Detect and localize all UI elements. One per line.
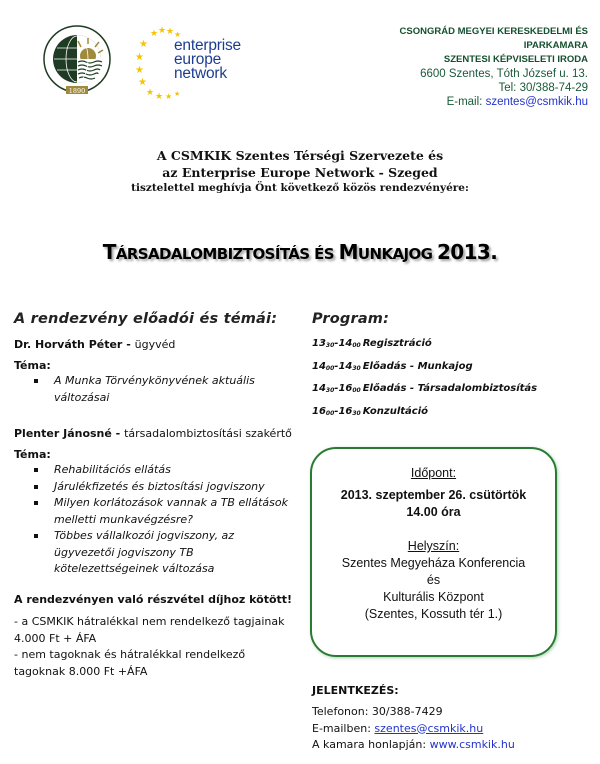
registration-heading: JELENTKEZÉS:: [312, 684, 399, 697]
time-label: Időpont:: [410, 466, 457, 480]
een-line3: network: [174, 65, 227, 82]
svg-text:★: ★: [166, 27, 175, 37]
place-line2: és: [426, 573, 441, 587]
speakers-section: [14, 311, 294, 680]
list-item: Járulékfizetés és biztosítási jogviszony: [24, 479, 294, 496]
minute: 00: [325, 409, 335, 417]
minute: 30: [352, 364, 361, 372]
een-line2: europe: [174, 51, 222, 68]
title-part: T: [102, 240, 116, 264]
title-part: ÁRSADALOMBIZTOSÍTÁS ÉS: [115, 245, 339, 263]
hour: 14: [312, 360, 326, 372]
fee-heading: A rendezvényen való részvétel díjhoz kötött!: [14, 592, 293, 606]
svg-text:★: ★: [146, 88, 155, 98]
intro-line2: az Enterprise Europe Network - Szeged: [162, 165, 438, 180]
een-logo-text: [174, 39, 241, 81]
svg-text:★: ★: [135, 52, 144, 63]
phone-number: 30/388-7429: [371, 705, 443, 718]
program-label: Regisztráció: [362, 338, 432, 349]
minute: 00: [352, 387, 361, 394]
intro-line1: A CSMKIK Szentes Térségi Szervezete és: [156, 148, 444, 163]
minute: 00: [325, 364, 335, 372]
program-item: $14_{00}-14_{30}$ Előadás - Munkajog: [312, 360, 473, 372]
fee-line-nonmembers: - nem tagoknak és hátralékkal rendelkező tagoknak 8.000 Ft +ÁFA: [14, 648, 246, 678]
place-line4: (Szentes, Kossuth tér 1.): [364, 607, 503, 621]
header-email-link[interactable]: szentes@csmkik.hu: [485, 96, 588, 108]
hour: 14: [338, 338, 353, 349]
een-line1: enterprise: [174, 37, 241, 54]
chamber-logo: [42, 22, 112, 100]
list-item: Többes vállalkozói jogviszony, az ügyvezetői jogviszony TB kötelezettségeinek változása: [24, 528, 294, 578]
minute: 30: [325, 387, 335, 394]
hour: 13: [312, 338, 326, 349]
hour: 16: [338, 383, 353, 394]
speaker-name: Dr. Horváth Péter: [14, 338, 123, 351]
org-name-line1: CSONGRÁD MEGYEI KERESKEDELMI ÉS: [399, 26, 588, 37]
speaker-2: [14, 426, 294, 442]
place-line3: Kulturális Központ: [383, 590, 484, 604]
program-heading: Program:: [312, 311, 390, 327]
minute: 00: [352, 342, 361, 349]
office-name: SZENTESI KÉPVISELETI IRODA: [443, 54, 588, 65]
svg-text:★: ★: [155, 92, 164, 100]
place-label: Helyszín:: [407, 539, 460, 553]
svg-text:★: ★: [135, 65, 144, 76]
svg-text:★: ★: [158, 26, 167, 36]
email-label: E-mail:: [446, 96, 486, 108]
minute: 30: [352, 409, 361, 417]
separator: -: [122, 338, 135, 351]
list-item: Rehabilitációs ellátás: [24, 462, 294, 479]
svg-text:★: ★: [138, 77, 147, 88]
svg-text:★: ★: [174, 30, 182, 39]
hour: 16: [312, 405, 326, 417]
program-item: $13_{30}-14_{00}$ Regisztráció: [312, 338, 432, 349]
registration-email: [312, 721, 515, 738]
enterprise-europe-network-logo: [132, 22, 241, 100]
event-time: 14.00 óra: [406, 505, 461, 519]
topic-list-1: [24, 373, 294, 406]
svg-text:★: ★: [174, 90, 181, 98]
title-part: UNKAJOG: [357, 245, 437, 263]
intro-line3: tisztelettel meghívja Önt következő közös rendezvényére:: [131, 182, 469, 194]
speaker-role: ügyvéd: [134, 338, 176, 351]
fee-line-members: - a CSMKIK hátralékkal nem rendelkező tagjainak 4.000 Ft + ÁFA: [14, 615, 285, 645]
topic-label: Téma:: [14, 359, 51, 372]
header-phone: Tel: 30/388-74-29: [498, 82, 588, 94]
event-details-box: [310, 447, 557, 657]
topic-list-2: [24, 462, 294, 578]
registration-phone: [312, 704, 515, 721]
phone-label: Telefonon:: [312, 705, 372, 718]
header-address: [400, 25, 588, 109]
separator: -: [111, 427, 125, 440]
speakers-heading: A rendezvény előadói és témái:: [14, 311, 278, 327]
svg-text:★: ★: [165, 92, 173, 100]
web-label: A kamara honlapján:: [312, 738, 430, 751]
program-label: Előadás - Társadalombiztosítás: [362, 383, 538, 394]
registration-email-link[interactable]: szentes@csmkik.hu: [374, 721, 484, 735]
svg-text:★: ★: [139, 39, 148, 50]
title-part: 2013.: [436, 240, 498, 264]
program-section: [312, 311, 592, 423]
hour: 14: [338, 360, 353, 372]
program-label: Konzultáció: [362, 405, 429, 417]
svg-text:★: ★: [150, 29, 159, 39]
event-date: 2013. szeptember 26. csütörtök: [340, 488, 527, 502]
topic-label: Téma:: [14, 448, 51, 461]
email-label: E-mailben:: [312, 721, 375, 735]
event-title: [0, 240, 600, 264]
svg-text:1890: 1890: [68, 87, 86, 95]
title-part: M: [338, 240, 358, 264]
minute: 30: [325, 342, 335, 349]
hour: 14: [312, 383, 326, 394]
speaker-1: [14, 337, 294, 353]
place-line1: Szentes Megyeháza Konferencia: [341, 556, 526, 570]
program-label: Előadás - Munkajog: [362, 360, 473, 372]
speaker-role: társadalombiztosítási szakértő: [124, 427, 292, 440]
program-item: $16_{00}-16_{30}$ Konzultáció: [312, 405, 429, 417]
list-item: A Munka Törvénykönyvének aktuális változásai: [24, 373, 294, 406]
website-link[interactable]: www.csmkik.hu: [429, 738, 515, 751]
registration-web: [312, 737, 515, 754]
program-item: $14_{30}-16_{00}$ Előadás - Társadalombiztosítás: [312, 383, 538, 394]
speaker-name: Plenter Jánosné: [14, 427, 112, 440]
invitation-intro: [0, 147, 600, 196]
header-email-line: [400, 95, 588, 109]
street-address: 6600 Szentes, Tóth József u. 13.: [420, 68, 588, 80]
hour: 16: [338, 405, 353, 417]
registration-section: [312, 683, 515, 754]
list-item: Milyen korlátozások vannak a TB ellátások melletti munkavégzésre?: [24, 495, 294, 528]
org-name-line2: IPARKAMARA: [523, 40, 588, 51]
